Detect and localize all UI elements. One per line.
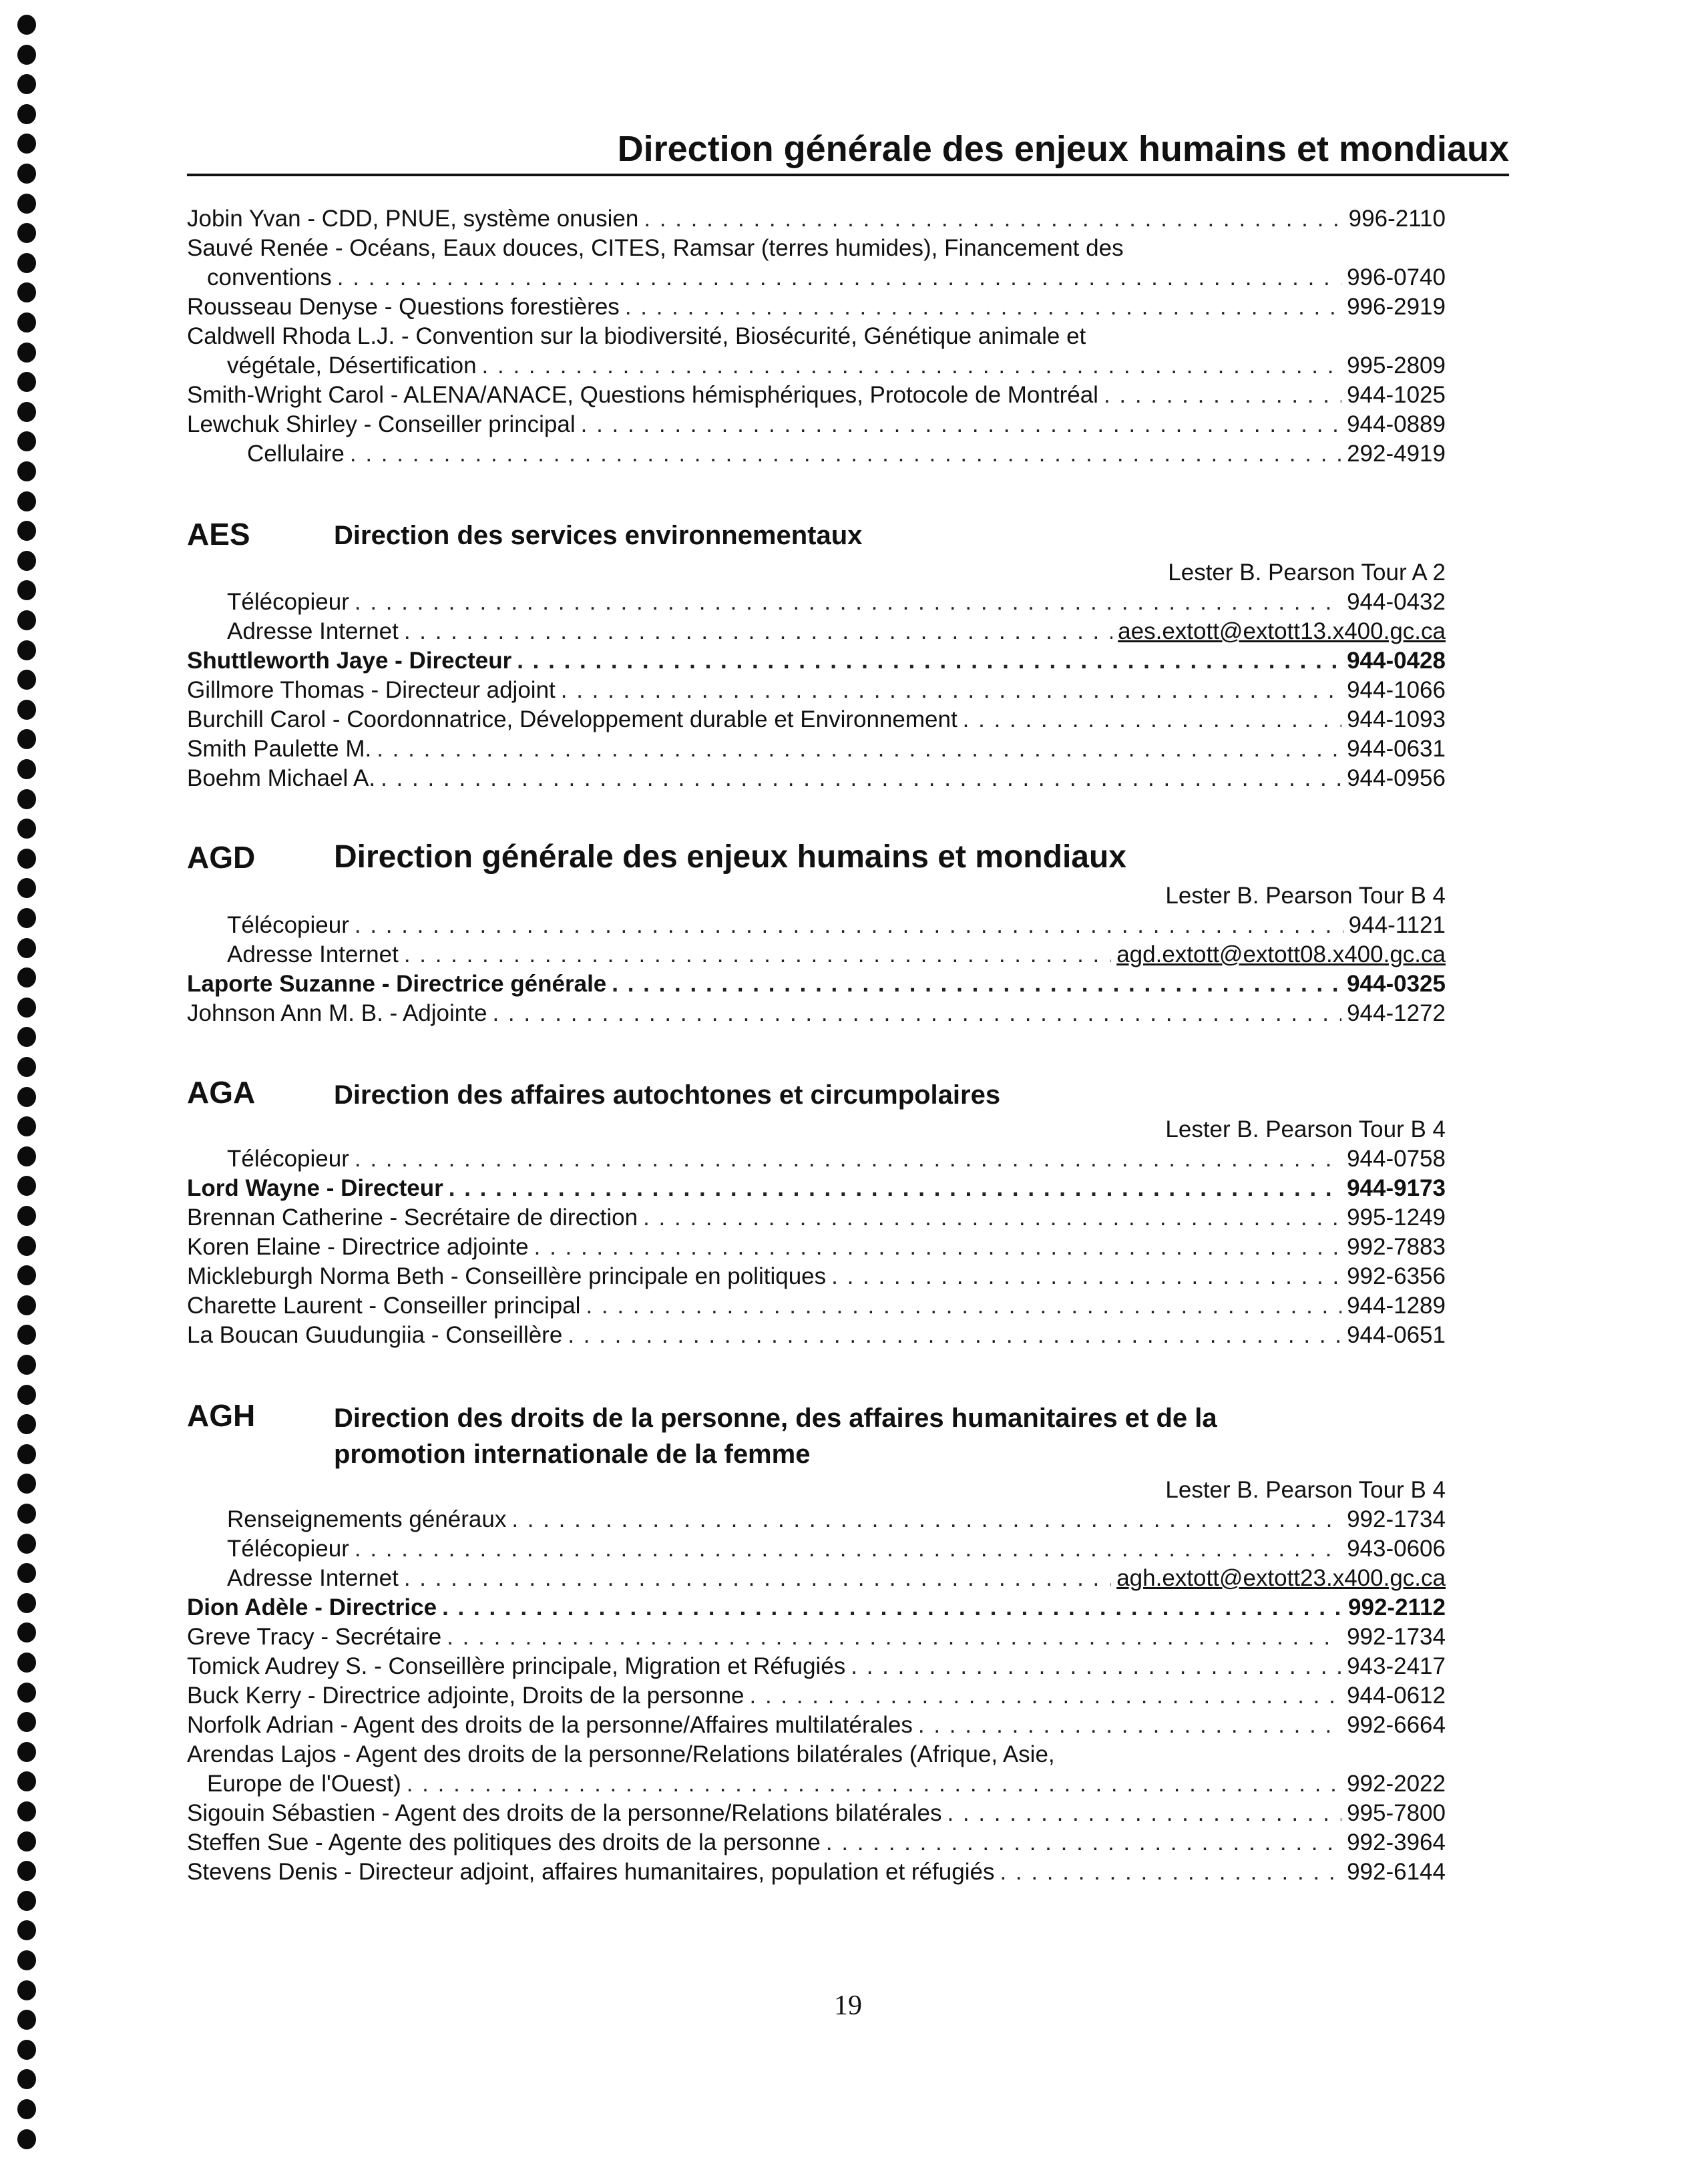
section-code: AGA [187,1075,256,1110]
entry-row: Adresse Internet . . . aes.extott@extott13.x400.gc.ca [187,617,1446,646]
binding-hole [17,372,36,392]
binding-hole [17,759,36,779]
binding-hole [17,1920,36,1940]
email-link[interactable]: agh.extott@extott23.x400.gc.ca [1116,1565,1446,1591]
binding-hole [17,967,36,988]
entry-row: Lord Wayne - Directeur . . . 944-9173 [187,1174,1446,1203]
section-title: Direction des droits de la personne, des affaires humanitaires et de la [334,1403,1217,1433]
binding-hole [17,312,36,333]
email-link[interactable]: agd.extott@extott08.x400.gc.ca [1116,941,1446,967]
entry-row: Arendas Lajos - Agent des droits de la personne/Relations bilatérales (Afrique, Asie, [187,1741,1055,1767]
entry-row: Rousseau Denyse - Questions forestières . . . 996-2919 [187,292,1446,322]
binding-hole [17,282,36,302]
entry-row: Greve Tracy - Secrétaire . . . 992-1734 [187,1622,1446,1652]
binding-hole [17,2010,36,2030]
entry-row: Boehm Michael A. . . . 944-0956 [187,764,1446,793]
entry-row: Jobin Yvan - CDD, PNUE, système onusien . . . 996-2110 [187,204,1446,234]
email-link[interactable]: aes.extott@extott13.x400.gc.ca [1118,618,1446,644]
binding-hole [17,1206,36,1226]
binding-hole [17,1385,36,1405]
binding-hole [17,610,36,630]
binding-hole [17,1950,36,1970]
binding-hole [17,1236,36,1256]
binding-hole [17,1980,36,2000]
binding-hole [17,878,36,898]
binding-hole [17,700,36,720]
binding-hole [17,729,36,749]
binding-hole [17,1355,36,1375]
entry-row: Sauvé Renée - Océans, Eaux douces, CITES, Ramsar (terres humides), Financement des [187,235,1124,261]
entry-row: Télécopieur . . . 944-1121 [187,911,1446,940]
binding-hole [17,1653,36,1673]
binding-hole [17,1057,36,1077]
binding-hole [17,2099,36,2119]
entry-row: Burchill Carol - Coordonnatrice, Développement durable et Environnement . . . 944-1093 [187,705,1446,734]
binding-hole [17,74,36,94]
binding-hole [17,1474,36,1494]
binding-hole [17,640,36,660]
binding-hole [17,849,36,869]
entry-row: Europe de l'Ouest) . . . 992-2022 [187,1769,1446,1799]
binding-hole [17,1861,36,1881]
binding-hole [17,1593,36,1613]
binding-hole [17,2069,36,2089]
entry-row: Renseignements généraux . . . 992-1734 [187,1505,1446,1534]
binding-hole [17,938,36,958]
binding-hole [17,1771,36,1791]
entry-row: Stevens Denis - Directeur adjoint, affaires humanitaires, population et réfugiés . . . 992-6144 [187,1858,1446,1887]
binding-hole [17,1295,36,1315]
binding-hole [17,194,36,214]
binding-hole [17,1563,36,1583]
binding-hole [17,1831,36,1851]
binding-hole [17,2129,36,2149]
entry-row: Lewchuk Shirley - Conseiller principal . . . 944-0889 [187,410,1446,439]
entry-row: Télécopieur . . . 944-0758 [187,1144,1446,1174]
section-location: Lester B. Pearson Tour B 4 [1165,1116,1446,1142]
binding-hole [17,789,36,809]
entry-row: Buck Kerry - Directrice adjointe, Droits de la personne . . . 944-0612 [187,1681,1446,1711]
entry-row: Shuttleworth Jaye - Directeur . . . 944-0428 [187,646,1446,676]
binding-hole [17,491,36,511]
binding-hole [17,343,36,363]
binding-hole [17,104,36,124]
binding-hole [17,402,36,422]
binding-hole [17,45,36,65]
entry-row: Steffen Sue - Agente des politiques des droits de la personne . . . 992-3964 [187,1828,1446,1858]
binding-hole [17,1176,36,1196]
section-location: Lester B. Pearson Tour A 2 [1168,560,1446,586]
binding-hole [17,134,36,154]
entry-row: végétale, Désertification . . . 995-2809 [187,351,1446,381]
binding-hole [17,431,36,451]
entry-row: Gillmore Thomas - Directeur adjoint . . . 944-1066 [187,676,1446,705]
binding-hole [17,670,36,690]
entry-row: Adresse Internet . . . agh.extott@extott23.x400.gc.ca [187,1564,1446,1593]
binding-hole [17,1116,36,1136]
entry-row: Télécopieur . . . 944-0432 [187,588,1446,617]
entry-row: Laporte Suzanne - Directrice générale . . . 944-0325 [187,969,1446,999]
binding-hole [17,998,36,1018]
binding-hole [17,551,36,571]
binding-hole [17,1683,36,1703]
section-title-line2: promotion internationale de la femme [334,1440,811,1469]
entry-row: Adresse Internet . . . agd.extott@extott08.x400.gc.ca [187,940,1446,969]
running-header [187,127,1509,176]
entry-row: Johnson Ann M. B. - Adjointe . . . 944-1272 [187,999,1446,1028]
page-number: 19 [834,1990,862,2021]
entry-row: Koren Elaine - Directrice adjointe . . . 992-7883 [187,1233,1446,1262]
entry-row: Smith Paulette M. . . . 944-0631 [187,734,1446,764]
entry-row: Brennan Catherine - Secrétaire de direction . . . 995-1249 [187,1203,1446,1233]
entry-row: Smith-Wright Carol - ALENA/ANACE, Questions hémisphériques, Protocole de Montréal . . . 944-1025 [187,381,1446,410]
binding-hole [17,15,36,35]
binding-hole [17,1742,36,1762]
binding-hole [17,1712,36,1732]
section-title: Direction générale des enjeux humains et mondiaux [334,839,1126,875]
binding-hole [17,1622,36,1643]
binding-hole [17,1087,36,1107]
binding-hole [17,521,36,541]
binding-hole [17,1146,36,1166]
binding-hole [17,1891,36,1911]
section-code: AGH [187,1398,256,1433]
entry-row: Norfolk Adrian - Agent des droits de la personne/Affaires multilatérales . . . 992-6664 [187,1711,1446,1740]
binding-hole [17,908,36,928]
section-location: Lester B. Pearson Tour B 4 [1165,1477,1446,1503]
entry-row: Charette Laurent - Conseiller principal . . . 944-1289 [187,1291,1446,1321]
entry-row: Caldwell Rhoda L.J. - Convention sur la biodiversité, Biosécurité, Génétique animale et [187,323,1086,349]
binding-hole [17,819,36,839]
binding-hole [17,2040,36,2060]
running-header-title: Direction générale des enjeux humains et mondiaux [617,129,1509,169]
section-title: Direction des services environnementaux [334,521,863,550]
entry-row: Mickleburgh Norma Beth - Conseillère principale en politiques . . . 992-6356 [187,1262,1446,1291]
binding-hole [17,1801,36,1821]
binding-hole [17,580,36,600]
binding-hole [17,1534,36,1554]
section-code: AES [187,517,250,552]
binding-hole [17,1027,36,1047]
entry-row: La Boucan Guudungiia - Conseillère . . . 944-0651 [187,1321,1446,1350]
section-code: AGD [187,840,256,875]
binding-hole [17,1414,36,1434]
section-location: Lester B. Pearson Tour B 4 [1165,883,1446,909]
binding-hole [17,223,36,243]
binding-hole [17,1325,36,1345]
entry-row: Sigouin Sébastien - Agent des droits de la personne/Relations bilatérales . . . 995-7800 [187,1799,1446,1828]
entry-row: conventions . . . 996-0740 [187,263,1446,292]
spiral-binding [17,15,40,2171]
binding-hole [17,461,36,481]
binding-hole [17,1504,36,1524]
entry-row: Tomick Audrey S. - Conseillère principale, Migration et Réfugiés . . . 943-2417 [187,1652,1446,1681]
entry-row: Télécopieur . . . 943-0606 [187,1534,1446,1564]
binding-hole [17,164,36,184]
entry-row: Cellulaire . . . 292-4919 [187,439,1446,469]
entry-row: Dion Adèle - Directrice . . . 992-2112 [187,1593,1446,1622]
binding-hole [17,253,36,273]
section-title: Direction des affaires autochtones et circumpolaires [334,1080,1001,1110]
binding-hole [17,1444,36,1464]
binding-hole [17,1265,36,1285]
